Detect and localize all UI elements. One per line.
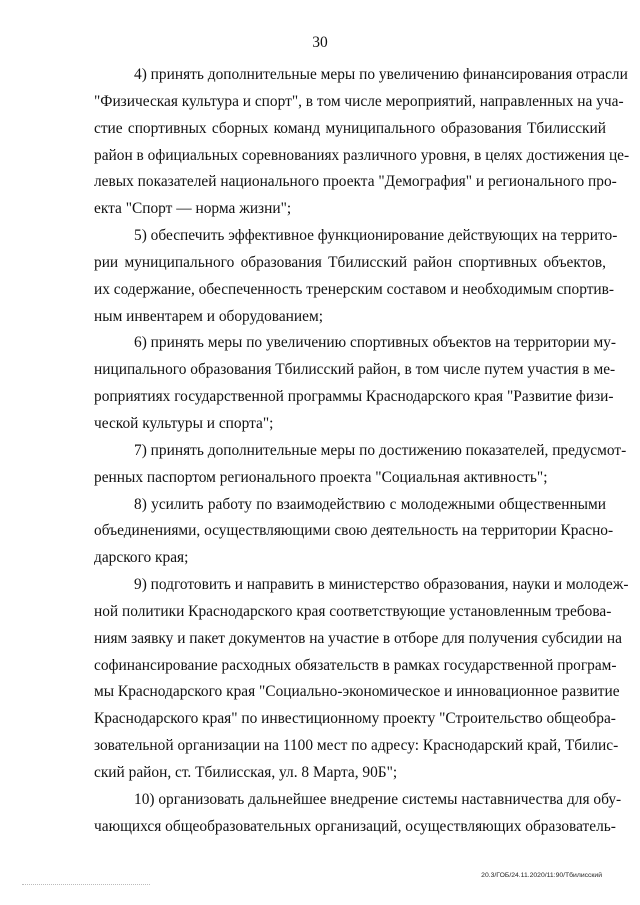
text-line: Краснодарского края" по инвестиционному проекту "Строительство общеобра-: [94, 710, 616, 728]
text-line: ческой культуры и спорта";: [94, 414, 274, 432]
paragraph-7: [94, 787, 622, 841]
paragraph-1: [94, 62, 630, 223]
text-line: 5) обеспечить эффективное функционирование действующих на террито-: [134, 227, 618, 245]
text-line: чающихся общеобразовательных организаций, осуществляющих образователь-: [94, 817, 616, 835]
text-line: ниципального образования Тбилисский район, в том числе путем участия в ме-: [94, 361, 616, 379]
paragraph-6: [94, 572, 629, 787]
text-line: 7) принять дополнительные меры по достижению показателей, предусмот-: [134, 441, 627, 459]
text-line: мы Краснодарского края "Социально-экономическое и инновационное развитие: [94, 683, 620, 701]
text-line: софинансирование расходных обязательств в рамках государственной програм-: [94, 656, 617, 674]
text-line: левых показателей национального проекта "Демография" и регионального про-: [94, 173, 617, 191]
text-line: дарского края;: [94, 549, 189, 567]
text-line: 4) принять дополнительные меры по увеличению финансирования отрасли: [134, 66, 628, 83]
text-line: район в официальных соревнованиях различного уровня, в целях достижения це-: [94, 146, 630, 164]
text-line: ренных паспортом регионального проекта "Социальная активность";: [94, 468, 548, 486]
text-line: 8) усилить работу по взаимодействию с молодежными общественными: [134, 495, 606, 513]
footer-reference: 20.3/ГОБ/24.11.2020/11:90/Тбилисский: [481, 872, 602, 879]
paragraph-4: [94, 438, 627, 492]
text-line: стие спортивных сборных команд муниципального образования Тбилисский: [94, 119, 606, 137]
text-line: 10) организовать дальнейшее внедрение системы наставничества для обу-: [134, 790, 622, 808]
paragraph-2: [94, 223, 618, 330]
text-line: роприятиях государственной программы Краснодарского края "Развитие физи-: [94, 388, 614, 406]
text-line: 6) принять меры по увеличению спортивных объектов на территории му-: [134, 334, 617, 352]
text-line: ным инвентарем и оборудованием;: [94, 307, 324, 325]
footer-divider: [22, 884, 150, 885]
text-line: ниям заявку и пакет документов на участие в отборе для получения субсидии на: [94, 629, 622, 647]
paragraph-5: [94, 492, 614, 573]
text-line: 9) подготовить и направить в министерство образования, науки и молодеж-: [134, 576, 629, 594]
text-line: зовательной организации на 1100 мест по адресу: Краснодарский край, Тбилис-: [94, 737, 619, 755]
paragraph-3: [94, 330, 617, 437]
text-line: их содержание, обеспеченность тренерским составом и необходимым спортив-: [94, 280, 615, 298]
text-line: "Физическая культура и спорт", в том числе мероприятий, направленных на уча-: [94, 92, 624, 110]
document-body: [94, 62, 630, 840]
text-line: ной политики Краснодарского края соответствующие установленным требова-: [94, 602, 612, 620]
text-line: объединениями, осуществляющими свою деятельность на территории Красно-: [94, 522, 614, 540]
text-line: екта "Спорт — норма жизни";: [94, 200, 292, 218]
text-line: рии муниципального образования Тбилисский район спортивных объектов,: [94, 253, 606, 271]
page-number: 30: [312, 34, 328, 51]
text-line: ский район, ст. Тбилисская, ул. 8 Марта, 90Б";: [94, 763, 398, 781]
